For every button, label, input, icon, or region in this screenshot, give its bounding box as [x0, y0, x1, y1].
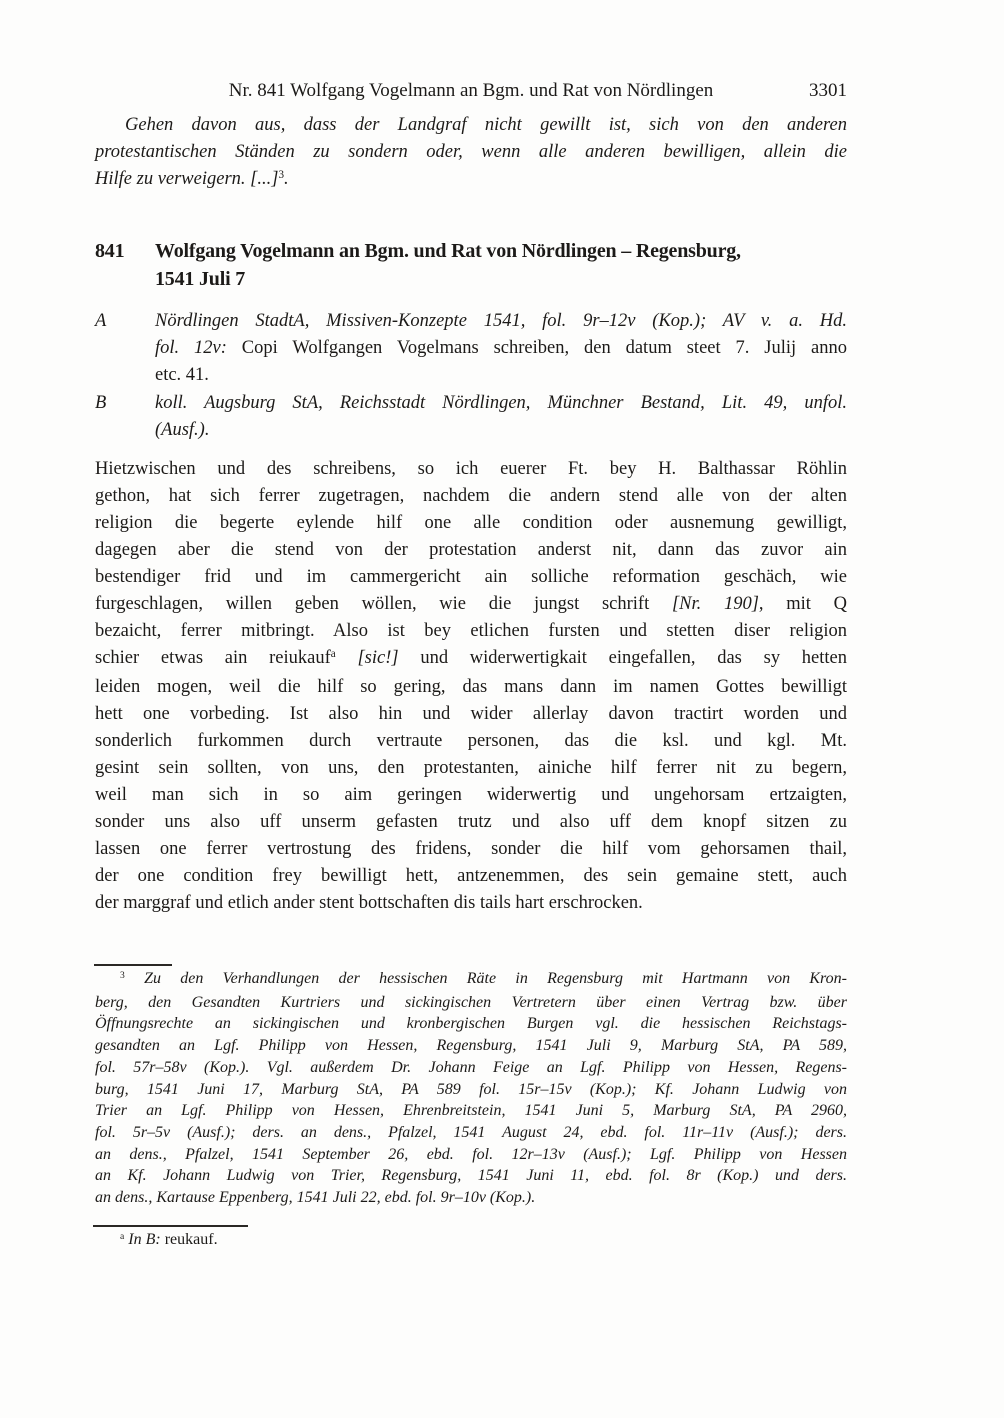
text-run: fol. 5r–5v (Ausf.); ders. an dens., Pfalzel, 1541 August 24, ebd. fol. 11r–11v (Ausf.); ders.	[95, 1123, 847, 1141]
text-run: sonderlich furkommen durch vertraute personen, das die ksl. und kgl. Mt.	[95, 731, 847, 751]
text-run: gesandten an Lgf. Philipp von Hessen, Regensburg, 1541 Juli 9, Marburg StA, PA 589,	[95, 1037, 847, 1055]
text-run: , mit Q	[758, 594, 848, 614]
text-line	[155, 390, 847, 417]
text-run: .	[283, 169, 289, 189]
text-line	[95, 537, 847, 564]
entry-heading	[95, 238, 847, 293]
text-line	[95, 836, 847, 863]
entry-number: 841	[95, 240, 125, 262]
text-line	[95, 618, 847, 645]
text-line	[155, 362, 847, 389]
text-line	[95, 1144, 847, 1166]
text-run: Öffnungsrechte an sickingischen und kronbergischen Burgen vgl. die hessischen Reichstags-	[95, 1015, 847, 1033]
source-a-lines	[155, 308, 847, 389]
text-line	[95, 1079, 847, 1101]
text-line	[95, 968, 847, 992]
text-line	[95, 1229, 847, 1253]
text-run: (Ausf.).	[155, 420, 210, 440]
text-line	[155, 238, 847, 266]
text-run: und widerwertigkait eingefallen, das sy hetten	[398, 648, 848, 668]
text-run: fol. 57r–58v (Kop.). Vgl. außerdem Dr. Johann Feige an Lgf. Philipp von Hessen, Regens-	[95, 1058, 847, 1076]
text-run: burg, 1541 Juni 17, Marburg StA, PA 589 fol. 15r–15v (Kop.); Kf. Johann Ludwig von	[95, 1080, 847, 1098]
footnote-apparatus	[95, 1229, 847, 1253]
text-run: an dens., Kartause Eppenberg, 1541 Juli 22, ebd. fol. 9r–10v (Kop.).	[95, 1189, 536, 1207]
text-run: Copi Wolfgangen Vogelmans schreiben, den datum steet 7. Julij anno	[226, 338, 847, 358]
text-line	[95, 1013, 847, 1035]
text-line	[95, 728, 847, 755]
text-line	[95, 112, 847, 139]
text-line	[95, 166, 847, 195]
text-line	[155, 335, 847, 362]
source-b-lines	[155, 390, 847, 444]
text-run: furgeschlagen, willen geben wöllen, wie die jungst schrift	[95, 594, 672, 614]
text-run: [Nr. 190]	[671, 594, 759, 614]
text-run: Hilfe zu verweigern. [...]	[95, 169, 279, 189]
source-label-b: B	[95, 393, 107, 413]
text-line	[95, 483, 847, 510]
text-run: Gehen davon aus, dass der Landgraf nicht gewillt ist, sich von den anderen	[125, 115, 847, 135]
text-run: der marggraf und etlich ander stent bottschaften dis tails hart erschrocken.	[95, 893, 643, 913]
source-entry-a	[95, 308, 847, 389]
text-run	[336, 648, 358, 668]
text-run: bestendiger frid und im cammergericht ain solliche reformation geschäch, wie	[95, 567, 847, 587]
text-run: leiden mogen, weil die hilf so gering, das mans dann im namen Gottes bewilligt	[95, 677, 847, 697]
text-run: gethon, hat sich ferrer zugetragen, nachdem die andern stend alle von der alten	[95, 486, 847, 506]
text-run: religion die begerte eylende hilf one alle condition oder ausnemung gewilligt,	[95, 513, 847, 533]
running-head	[95, 80, 847, 104]
text-line	[95, 456, 847, 483]
page-number: 3301	[809, 80, 847, 101]
text-line	[95, 890, 847, 917]
text-run: Zu den Verhandlungen der hessischen Räte in Regensburg mit Hartmann von Kron-	[124, 970, 847, 987]
text-run: an Kf. Johann Ludwig von Trier, Regensburg, 1541 Juni 11, ebd. fol. 8r (Kop.) und ders.	[95, 1167, 847, 1185]
text-line	[95, 755, 847, 782]
text-run: 1541 Juli 7	[155, 267, 246, 290]
text-run: der one condition frey bewilligt hett, antzenemmen, des sein gemaine stett, auch	[95, 866, 847, 886]
text-line	[95, 139, 847, 166]
text-line	[95, 1122, 847, 1144]
text-run: etc. 41.	[155, 365, 209, 385]
text-line	[95, 591, 847, 618]
text-line	[95, 1187, 847, 1209]
text-line	[95, 701, 847, 728]
text-run: dagegen aber die stend von der protestation anderst nit, dann das zuvor ain	[95, 540, 847, 560]
text-run: gesint sein sollten, von uns, den protestanten, ainiche hilf ferrer nit zu begern,	[95, 758, 847, 778]
text-run: berg, den Gesandten Kurtriers und sickingischen Vertretern über einen Vertrag bzw. über	[95, 993, 847, 1011]
text-line	[95, 1035, 847, 1057]
text-run: weil man sich in so aim geringen widerwertig und ungehorsam ertzaigten,	[95, 785, 847, 805]
text-line	[155, 417, 847, 444]
text-run: Trier an Lgf. Philipp von Hessen, Ehrenbreitstein, 1541 Juni 5, Marburg StA, PA 2960,	[95, 1102, 847, 1120]
text-run: sonder uns also uff unserm gefasten trutz und also uff dem knopf sitzen zu	[95, 812, 847, 832]
text-line	[95, 1057, 847, 1079]
text-run: hett one vorbeding. Ist also hin und wider allerlay davon tractirt worden und	[95, 704, 847, 724]
text-run: lassen one ferrer vertrostung des fridens, sonder die hilf vom gehorsamen thail,	[95, 839, 847, 859]
text-run: an dens., Pfalzel, 1541 September 26, ebd. fol. 12r–13v (Ausf.); Lgf. Philipp von Hessen	[95, 1145, 847, 1163]
text-run: schier etwas ain reiukauf	[95, 648, 331, 668]
text-run: koll. Augsburg StA, Reichsstadt Nördlingen, Münchner Bestand, Lit. 49, unfol.	[155, 393, 847, 413]
text-run: [sic!]	[357, 648, 399, 668]
text-run: Hietzwischen und des schreibens, so ich euerer Ft. bey H. Balthassar Röhlin	[95, 459, 847, 479]
text-run: bezaicht, ferrer mitbringt. Also ist bey etlichen fursten und stetten diser religion	[95, 621, 847, 641]
text-run: Wolfgang Vogelmann an Bgm. und Rat von Nördlingen – Regensburg,	[155, 240, 741, 262]
source-label-a: A	[95, 311, 107, 331]
text-line	[95, 863, 847, 890]
footnote-marker: a	[120, 1231, 125, 1243]
text-line	[95, 809, 847, 836]
text-run: In B:	[128, 1231, 161, 1248]
footnote-marker: 3	[120, 970, 125, 982]
entry-heading-lines	[155, 238, 847, 293]
text-line	[95, 1100, 847, 1122]
text-line	[95, 1165, 847, 1187]
text-run: Nördlingen StadtA, Missiven-Konzepte 1541, fol. 9r–12v (Kop.); AV v. a. Hd.	[155, 311, 847, 331]
body-paragraph	[95, 456, 847, 917]
text-line	[155, 266, 847, 294]
text-line	[95, 564, 847, 591]
apparatus-separator-rule	[93, 1225, 248, 1227]
footnote-marker: 3	[278, 169, 284, 182]
footnote-commentary	[95, 968, 847, 1209]
footnote-marker: a	[330, 648, 336, 661]
footnote-separator-rule	[94, 964, 172, 966]
text-line	[95, 510, 847, 537]
text-line	[95, 645, 847, 674]
summary-paragraph	[95, 112, 847, 195]
text-line	[155, 308, 847, 335]
text-line	[95, 782, 847, 809]
text-line	[95, 674, 847, 701]
text-run: fol. 12v:	[155, 338, 227, 358]
text-line	[95, 992, 847, 1014]
text-run: protestantischen Ständen zu sondern oder, wenn alle anderen bewilligen, allein die	[95, 142, 847, 162]
text-run: reukauf.	[160, 1231, 218, 1248]
running-head-title: Nr. 841 Wolfgang Vogelmann an Bgm. und Rat von Nördlingen	[228, 80, 714, 101]
source-entry-b	[95, 390, 847, 444]
